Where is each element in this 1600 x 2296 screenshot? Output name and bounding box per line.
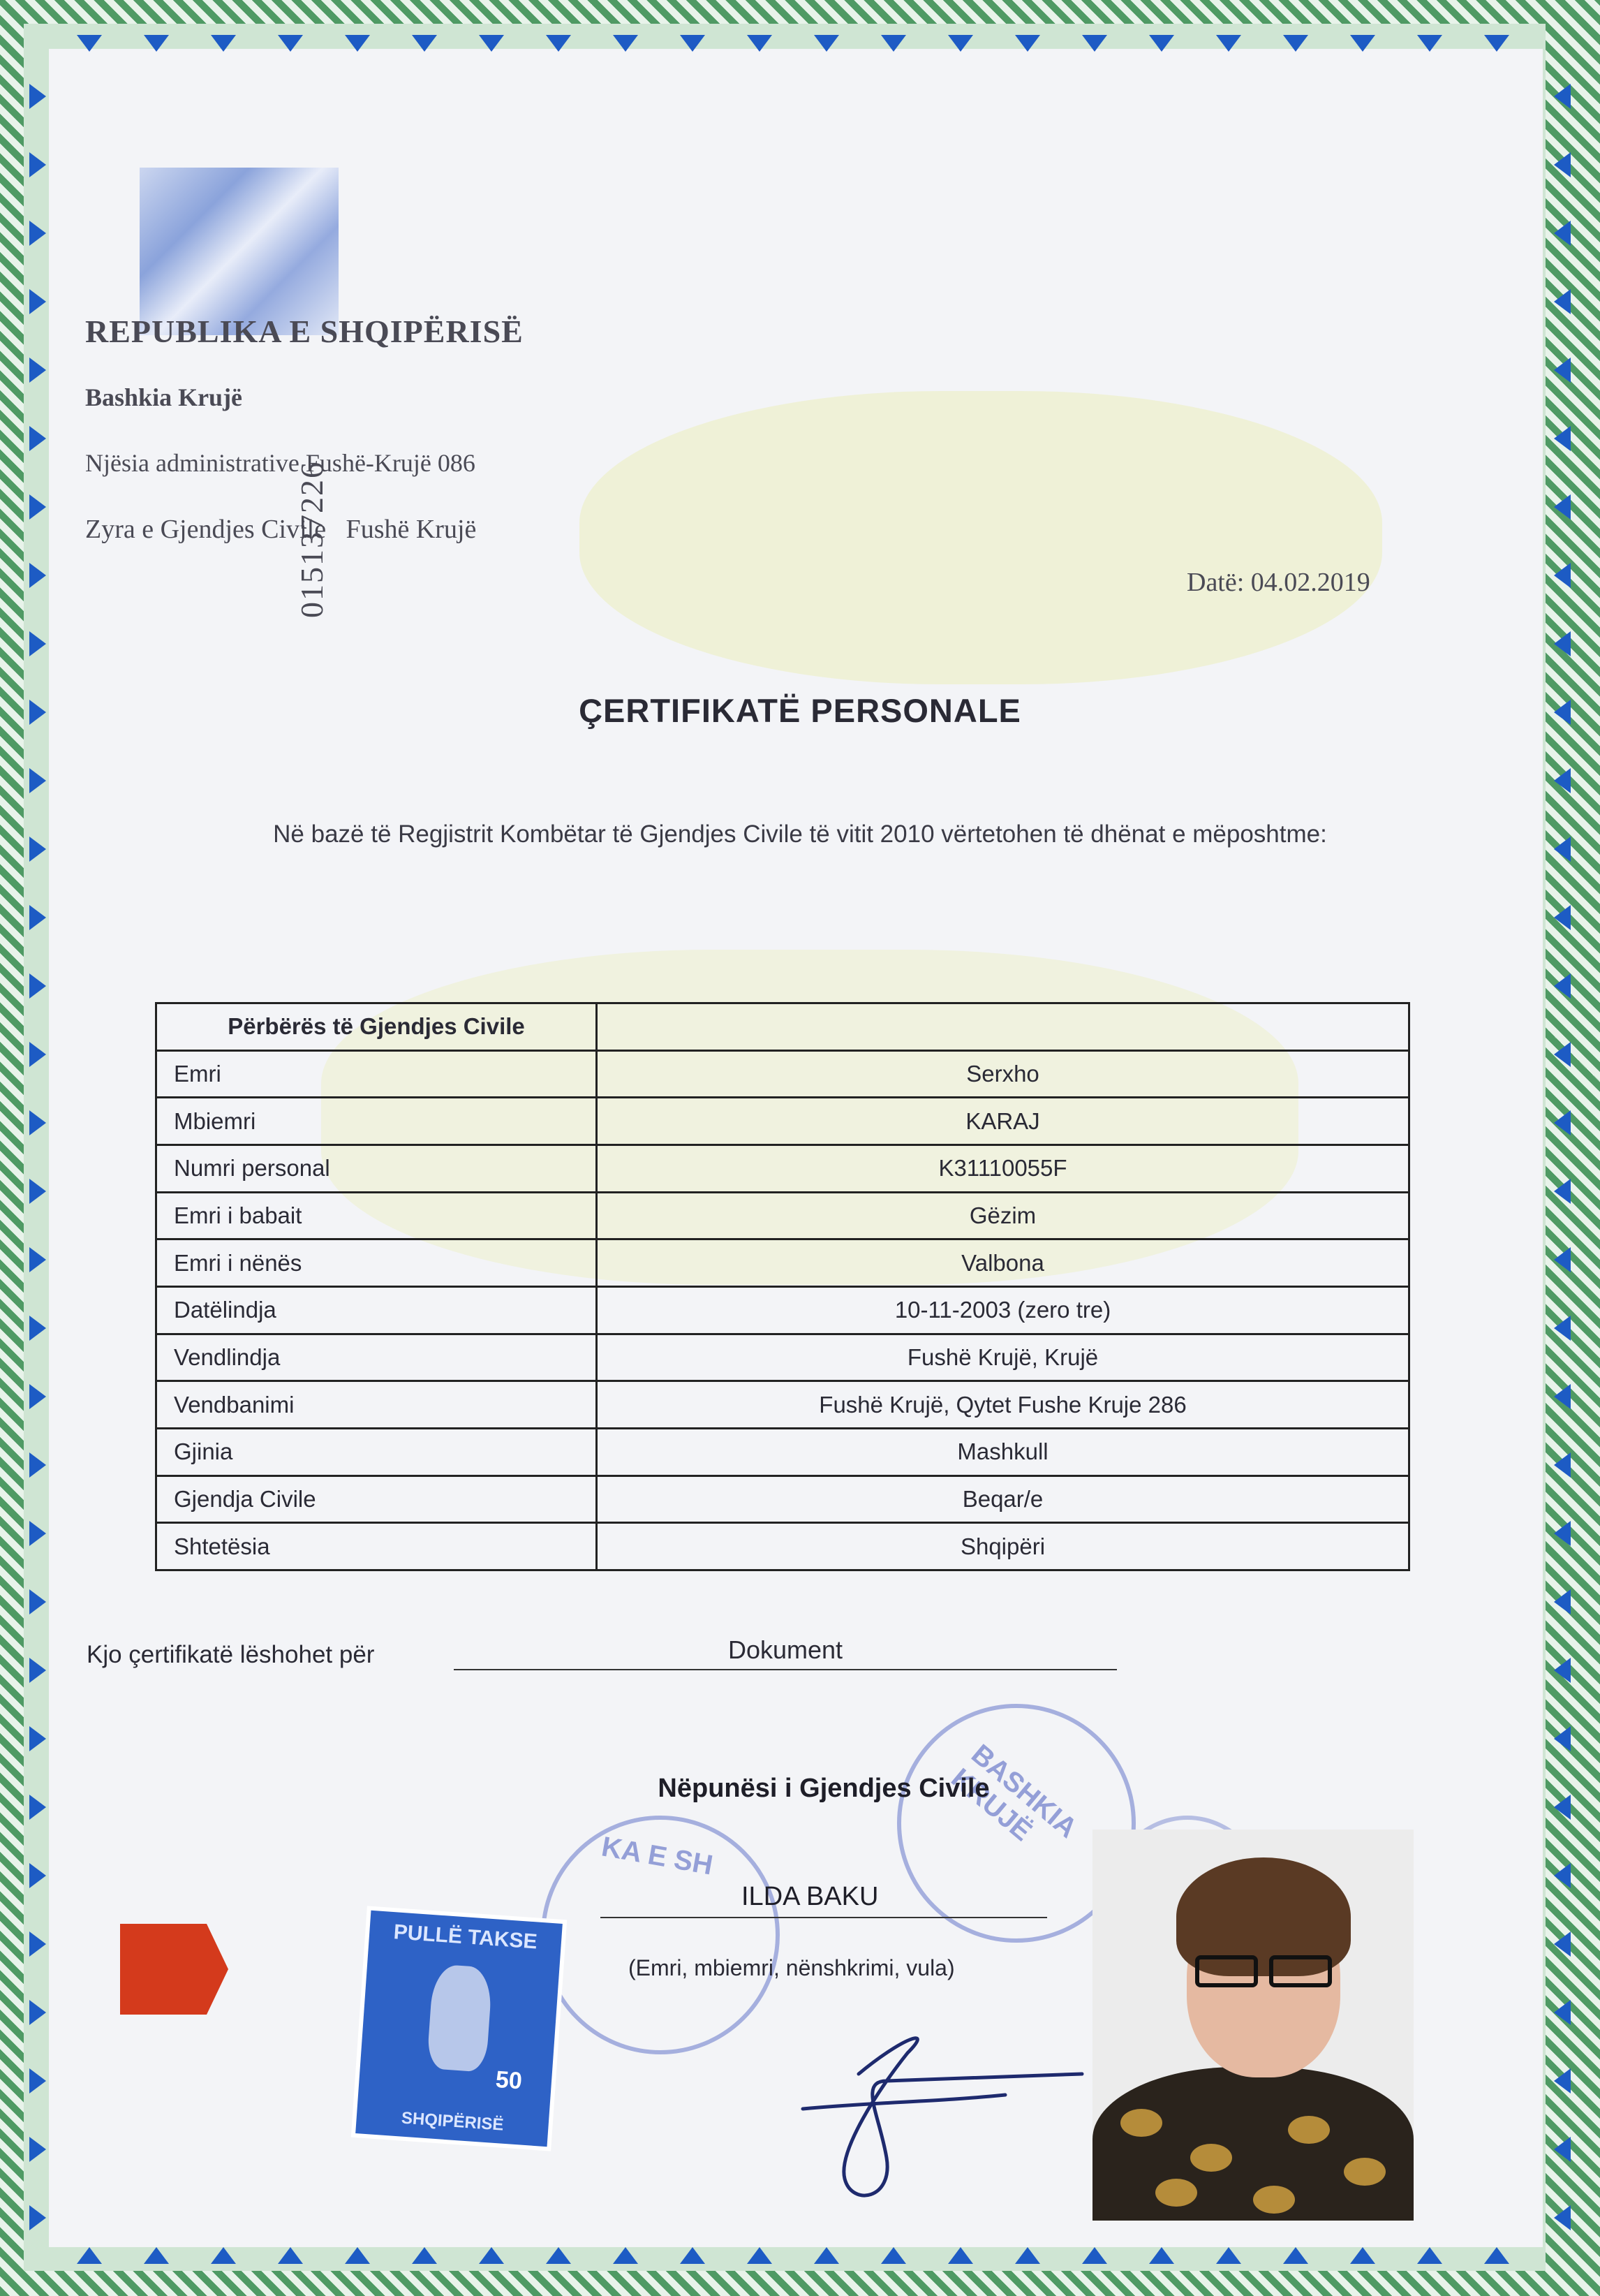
border-triangle	[1417, 2247, 1442, 2264]
photo-shirt	[1092, 2067, 1414, 2221]
table-row	[156, 1145, 1409, 1192]
border-triangle	[747, 35, 772, 52]
table-row	[156, 1523, 1409, 1570]
border-triangle	[1554, 2000, 1571, 2025]
header-admin-unit: Njësia administrative Fushë-Krujë 086	[85, 449, 475, 477]
tax-stamp	[355, 1911, 563, 2147]
border-triangle	[1554, 2137, 1571, 2162]
border-triangle	[1554, 768, 1571, 793]
official-title: Nëpunësi i Gjendjes Civile	[658, 1774, 990, 1803]
row-label: Numri personal	[156, 1145, 597, 1192]
border-triangle	[29, 2205, 46, 2230]
table-row	[156, 1192, 1409, 1239]
border-triangle	[1283, 2247, 1308, 2264]
table-row	[156, 1050, 1409, 1098]
signature-caption: (Emri, mbiemri, nënshkrimi, vula)	[628, 1955, 955, 1980]
row-value: Beqar/e	[597, 1476, 1409, 1523]
handwritten-signature	[796, 1997, 1089, 2214]
row-value: 10-11-2003 (zero tre)	[597, 1286, 1409, 1334]
row-label: Emri i babait	[156, 1192, 597, 1239]
border-triangle	[1554, 1384, 1571, 1409]
row-value: Serxho	[597, 1050, 1409, 1098]
row-label: Gjinia	[156, 1428, 597, 1476]
border-triangle	[613, 2247, 638, 2264]
border-triangle	[1082, 2247, 1107, 2264]
serial-number: 015137226	[294, 461, 329, 618]
border-triangle	[814, 35, 839, 52]
tax-stamp-value: 50	[494, 2066, 524, 2095]
border-triangle	[1554, 973, 1571, 999]
border-triangle	[29, 289, 46, 314]
border-triangle	[278, 2247, 303, 2264]
header-office: Zyra e Gjendjes Civile Fushë Krujë	[85, 515, 477, 544]
border-triangle	[1554, 2068, 1571, 2093]
table-row	[156, 1334, 1409, 1381]
border-triangle	[29, 2000, 46, 2025]
row-value: Fushë Krujë, Qytet Fushe Kruje 286	[597, 1381, 1409, 1429]
border-triangle	[412, 35, 437, 52]
purpose-underline	[454, 1669, 1117, 1670]
border-triangle	[546, 35, 571, 52]
border-triangle	[29, 1042, 46, 1067]
border-triangle	[1554, 1589, 1571, 1614]
border-triangle	[29, 1931, 46, 1957]
row-value: KARAJ	[597, 1098, 1409, 1145]
border-triangle	[29, 152, 46, 177]
border-triangle	[29, 494, 46, 520]
row-label: Gjendja Civile	[156, 1476, 597, 1523]
border-triangle	[1484, 2247, 1509, 2264]
table-header-value	[597, 1003, 1409, 1051]
border-triangle	[1554, 1658, 1571, 1683]
border-triangle	[948, 2247, 973, 2264]
row-label: Vendlindja	[156, 1334, 597, 1381]
row-value: Shqipëri	[597, 1523, 1409, 1570]
border-triangle	[479, 2247, 504, 2264]
tax-stamp-title: PULLË TAKSE	[392, 1920, 538, 1954]
row-label: Emri i nënës	[156, 1239, 597, 1287]
red-seal-tab	[120, 1924, 228, 2015]
glasses-icon	[1187, 1955, 1340, 1990]
table-row	[156, 1381, 1409, 1429]
border-triangle	[1554, 1863, 1571, 1888]
border-triangle	[29, 426, 46, 451]
border-triangle	[1554, 152, 1571, 177]
border-triangle	[29, 563, 46, 588]
row-label: Mbiemri	[156, 1098, 597, 1145]
border-triangle	[1417, 35, 1442, 52]
border-triangle	[747, 2247, 772, 2264]
border-triangle	[1554, 905, 1571, 930]
border-triangle	[345, 35, 370, 52]
border-triangle	[144, 2247, 169, 2264]
border-triangle	[1554, 1521, 1571, 1546]
border-triangle	[1484, 35, 1509, 52]
row-value: K31110055F	[597, 1145, 1409, 1192]
border-triangle	[479, 35, 504, 52]
border-triangle	[1554, 563, 1571, 588]
row-value: Gëzim	[597, 1192, 1409, 1239]
border-triangle	[1554, 358, 1571, 383]
border-triangle	[1149, 35, 1174, 52]
border-triangle	[29, 358, 46, 383]
border-triangle	[29, 1247, 46, 1272]
border-triangle	[29, 1384, 46, 1409]
tax-stamp-portrait-icon	[427, 1964, 493, 2073]
border-triangle	[29, 631, 46, 656]
border-triangle	[1283, 35, 1308, 52]
border-triangle	[1554, 426, 1571, 451]
border-triangle	[814, 2247, 839, 2264]
paper-stain	[579, 391, 1382, 684]
border-triangle	[1554, 1726, 1571, 1751]
row-label: Emri	[156, 1050, 597, 1098]
border-triangle	[1149, 2247, 1174, 2264]
border-triangle	[881, 2247, 906, 2264]
border-triangle	[29, 2137, 46, 2162]
border-triangle	[1554, 1247, 1571, 1272]
purpose-value: Dokument	[727, 1635, 843, 1664]
border-triangle	[1554, 1931, 1571, 1957]
border-triangle	[29, 1452, 46, 1478]
table-row	[156, 1098, 1409, 1145]
border-triangle	[29, 1110, 46, 1135]
border-triangle	[613, 35, 638, 52]
border-triangle	[29, 1726, 46, 1751]
holder-photo	[1092, 1830, 1414, 2221]
stamp-text: BASHKIA KRUJË	[945, 1738, 1082, 1848]
border-triangle	[1015, 35, 1040, 52]
border-triangle	[29, 1316, 46, 1341]
border-triangle	[29, 1179, 46, 1204]
border-triangle	[29, 1863, 46, 1888]
document-date: Datë: 04.02.2019	[1187, 568, 1370, 597]
row-value: Valbona	[597, 1239, 1409, 1287]
document-title: ÇERTIFIKATË PERSONALE	[579, 692, 1021, 729]
border-triangle	[1015, 2247, 1040, 2264]
border-triangle	[278, 35, 303, 52]
border-triangle	[29, 905, 46, 930]
header-country: REPUBLIKA E SHQIPËRISË	[85, 314, 524, 349]
table-row	[156, 1286, 1409, 1334]
border-triangle	[1554, 1179, 1571, 1204]
border-triangle	[1554, 494, 1571, 520]
border-triangle	[29, 2068, 46, 2093]
table-row	[156, 1476, 1409, 1523]
border-triangle	[1350, 35, 1375, 52]
border-triangle	[1216, 2247, 1241, 2264]
tax-stamp-country: SHQIPËRISË	[401, 2108, 505, 2135]
border-triangle	[144, 35, 169, 52]
border-triangle	[345, 2247, 370, 2264]
signature-line	[600, 1917, 1047, 1918]
hologram-sticker	[140, 168, 339, 335]
border-triangle	[680, 2247, 705, 2264]
civil-status-table	[155, 1002, 1410, 1571]
table-row	[156, 1239, 1409, 1287]
border-triangle	[29, 1521, 46, 1546]
row-value: Mashkull	[597, 1428, 1409, 1476]
row-label: Vendbanimi	[156, 1381, 597, 1429]
table-row	[156, 1428, 1409, 1476]
border-triangle	[881, 35, 906, 52]
border-triangle	[1554, 1042, 1571, 1067]
official-round-stamp	[541, 1816, 780, 2054]
border-triangle	[77, 35, 102, 52]
border-triangle	[1554, 1316, 1571, 1341]
border-triangle	[29, 1589, 46, 1614]
border-triangle	[1554, 2205, 1571, 2230]
border-triangle	[211, 2247, 236, 2264]
border-triangle	[29, 221, 46, 246]
border-triangle	[1554, 289, 1571, 314]
border-triangle	[412, 2247, 437, 2264]
border-triangle	[1350, 2247, 1375, 2264]
intro-text: Në bazë të Regjistrit Kombëtar të Gjendjes Civile të vitit 2010 vërtetohen të dhënat e mëposhtme:	[273, 820, 1327, 848]
stamp-text: KA E SH	[599, 1831, 716, 1881]
header-municipality: Bashkia Krujë	[85, 383, 243, 411]
border-triangle	[546, 2247, 571, 2264]
border-triangle	[77, 2247, 102, 2264]
border-triangle	[29, 84, 46, 109]
border-triangle	[1554, 1110, 1571, 1135]
row-label: Datëlindja	[156, 1286, 597, 1334]
border-triangle	[29, 973, 46, 999]
border-triangle	[29, 768, 46, 793]
official-name: ILDA BAKU	[741, 1882, 879, 1911]
border-triangle	[1554, 221, 1571, 246]
border-triangle	[1554, 1452, 1571, 1478]
border-triangle	[1554, 631, 1571, 656]
table-header-row	[156, 1003, 1409, 1051]
border-triangle	[680, 35, 705, 52]
border-triangle	[1554, 84, 1571, 109]
border-triangle	[1216, 35, 1241, 52]
purpose-label: Kjo çertifikatë lëshohet për	[87, 1641, 375, 1668]
border-triangle	[29, 1658, 46, 1683]
border-triangle	[1082, 35, 1107, 52]
row-value: Fushë Krujë, Krujë	[597, 1334, 1409, 1381]
border-triangle	[948, 35, 973, 52]
table-header-label: Përbërës të Gjendjes Civile	[156, 1003, 597, 1051]
border-triangle	[211, 35, 236, 52]
row-label: Shtetësia	[156, 1523, 597, 1570]
